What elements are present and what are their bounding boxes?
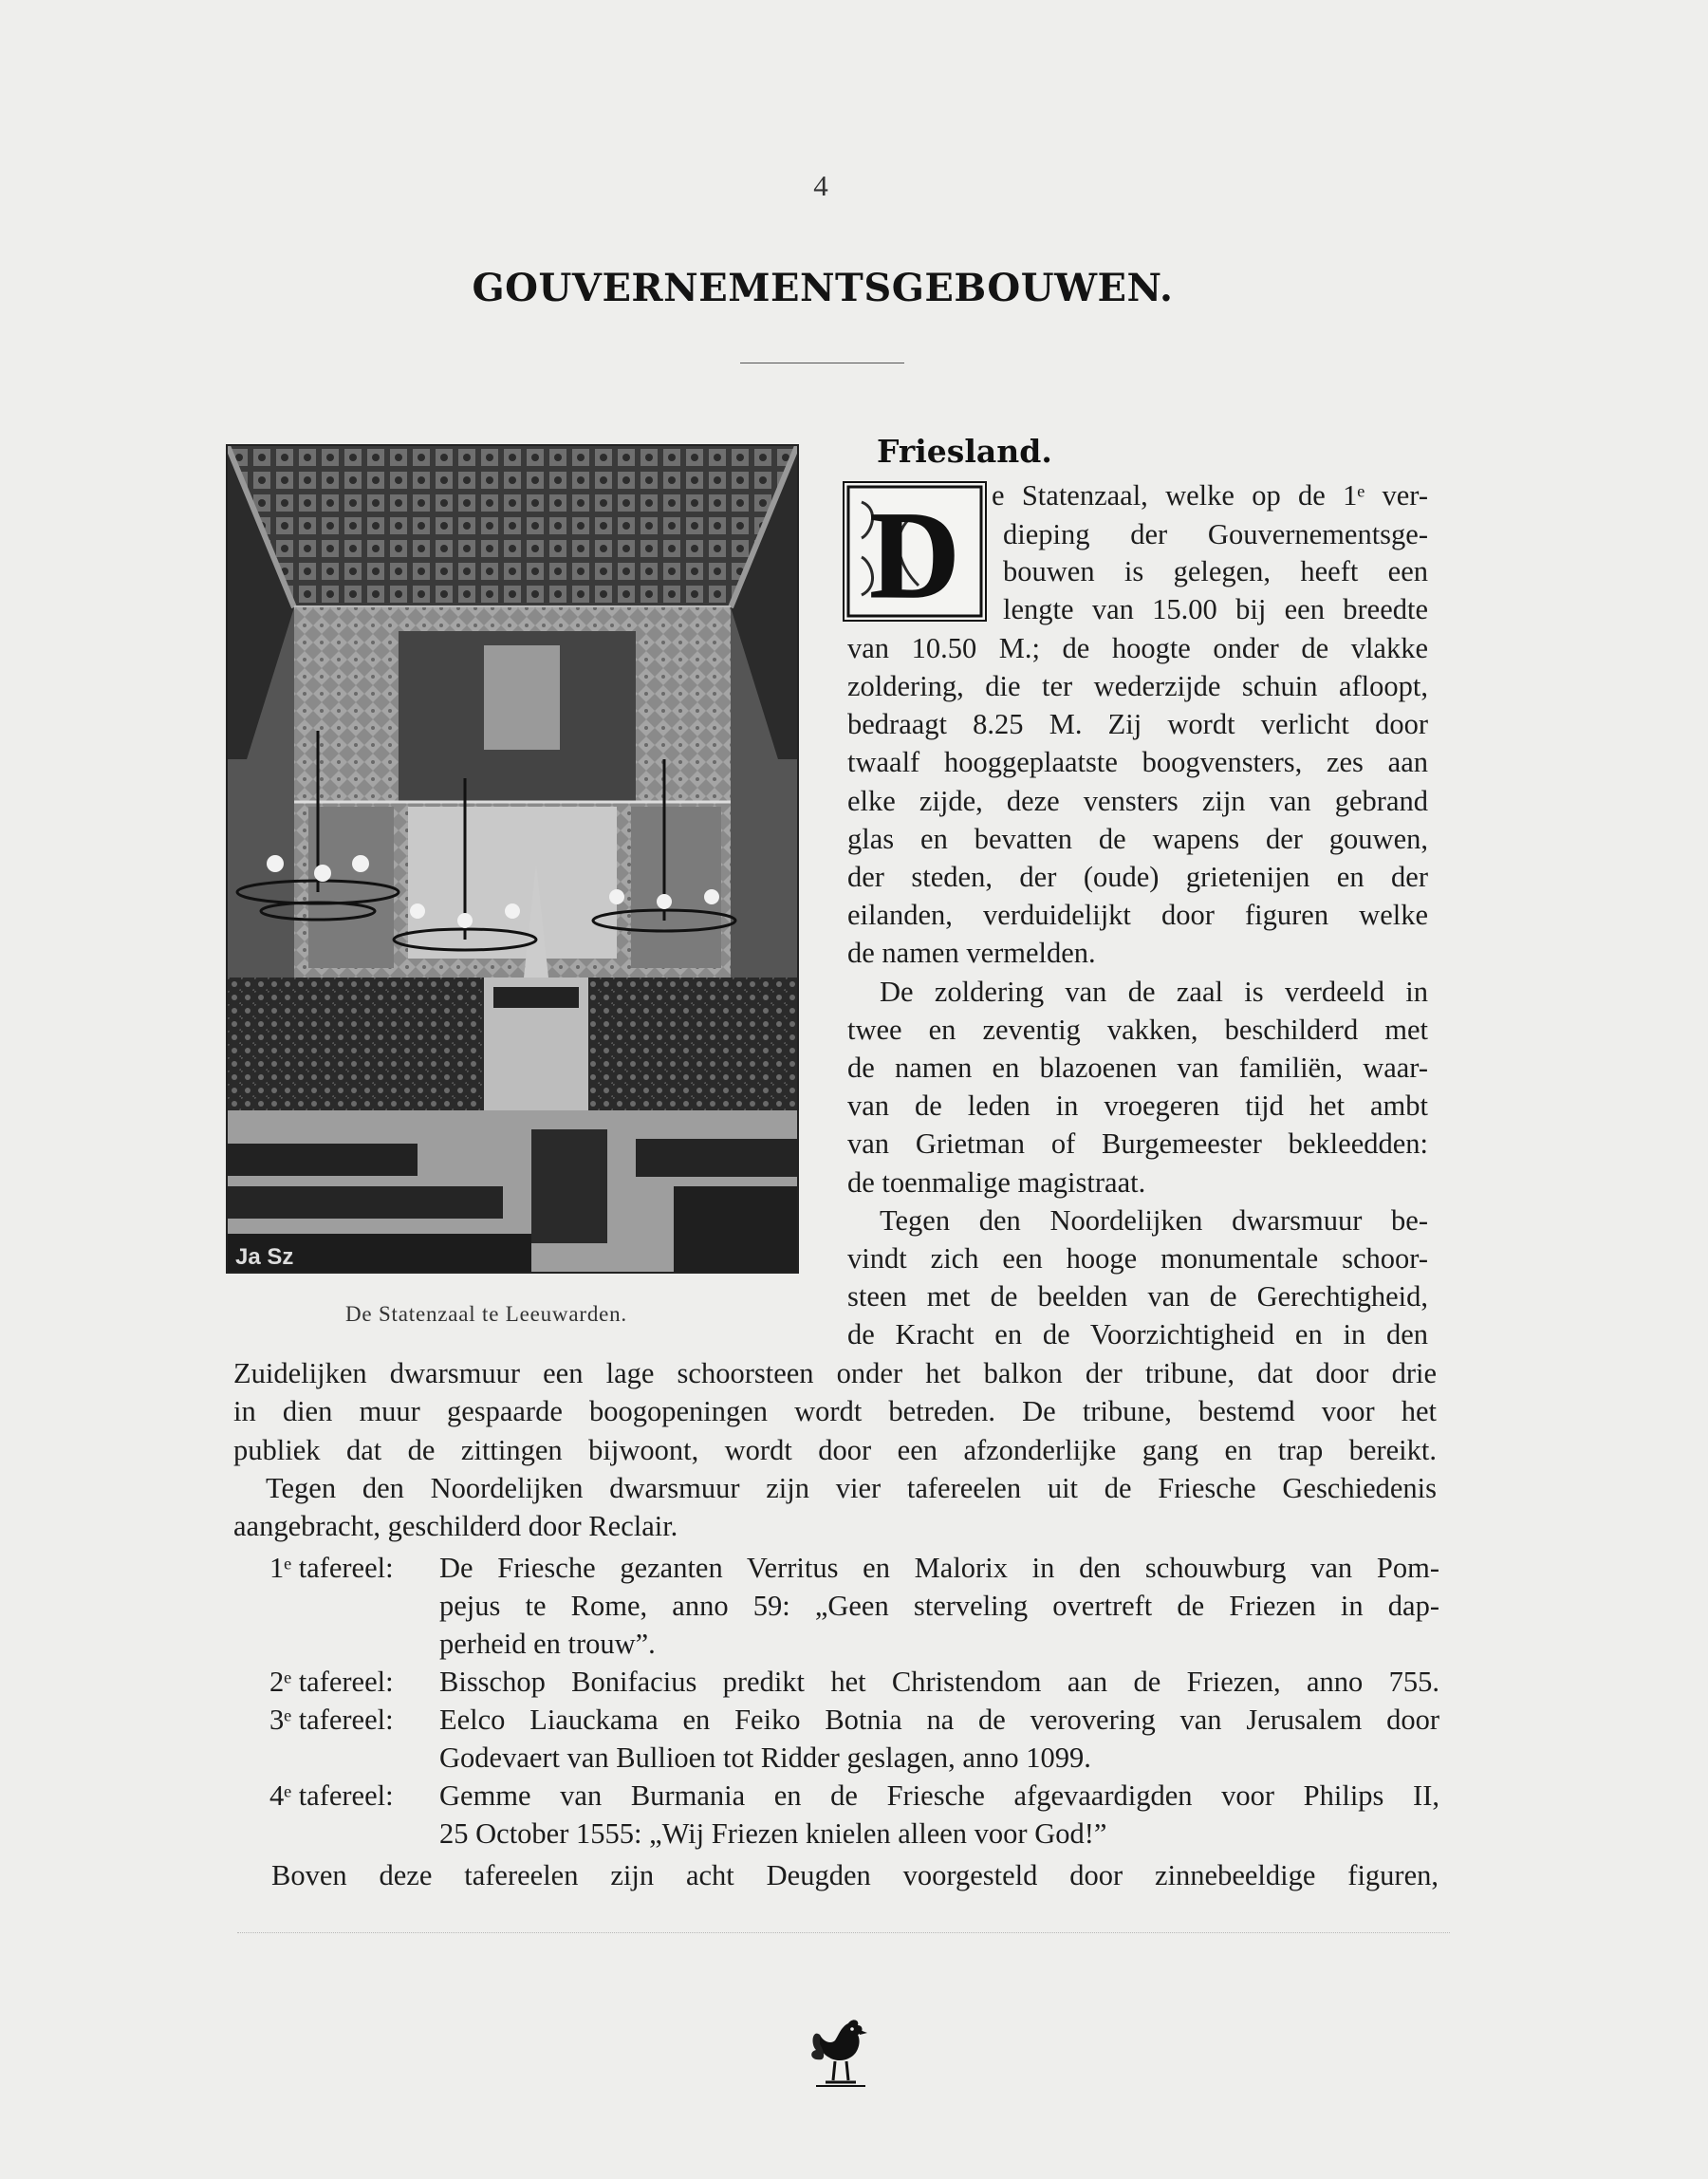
body-line: de toenmalige magistraat.	[847, 1165, 1146, 1199]
body-line: van Grietman of Burgemeester bekleedden:	[847, 1127, 1428, 1161]
body-line: steen met de beelden van de Gerechtigheid,	[847, 1280, 1428, 1313]
body-line: de namen vermelden.	[847, 937, 1096, 970]
body-line: De zoldering van de zaal is verdeeld in	[880, 975, 1428, 1008]
body-line: elke zijde, deze vensters zijn van gebrand	[847, 784, 1428, 817]
body-line: der steden, der (oude) grietenijen en der	[847, 861, 1428, 893]
svg-text:Ja Sz: Ja Sz	[235, 1244, 294, 1270]
figure-caption: De Statenzaal te Leeuwarden.	[345, 1302, 627, 1326]
tableau-line: Eelco Liauckama en Feiko Botnia na de verovering van Jerusalem door	[439, 1704, 1439, 1736]
body-line: de Kracht en de Voorzichtigheid en in den	[847, 1318, 1428, 1351]
tableau-line: pejus te Rome, anno 59: „Geen sterveling overtreft de Friezen in dap-	[439, 1590, 1439, 1622]
body-line: aangebracht, geschilderd door Reclair.	[233, 1510, 678, 1543]
tableau-line: Godevaert van Bullioen tot Ridder geslagen, anno 1099.	[439, 1741, 1091, 1774]
tableau-line: 25 October 1555: „Wij Friezen knielen alleen voor God!”	[439, 1817, 1107, 1850]
body-line: Zuidelijken dwarsmuur een lage schoorsteen onder het balkon der tribune, dat door drie	[233, 1356, 1437, 1389]
page-title: GOUVERNEMENTSGEBOUWEN.	[472, 266, 1174, 310]
body-line: van de leden in vroegeren tijd het ambt	[847, 1090, 1428, 1123]
body-line: e Statenzaal, welke op de 1ᵉ ver-	[992, 479, 1428, 512]
body-line: de namen en blazoenen van familiën, waar-	[847, 1052, 1428, 1084]
body-line: Tegen den Noordelijken dwarsmuur zijn vier tafereelen uit de Friesche Geschiedenis	[266, 1472, 1437, 1504]
figure	[226, 444, 799, 1272]
rooster-icon	[807, 2016, 875, 2092]
closing-line: Boven deze tafereelen zijn acht Deugden voorgesteld door zinnebeeldige figuren,	[271, 1859, 1439, 1891]
body-line: bedraagt 8.25 M. Zij wordt verlicht door	[847, 708, 1428, 741]
page-number: 4	[813, 169, 828, 202]
body-line: zoldering, die ter wederzijde schuin afloopt,	[847, 670, 1428, 702]
body-line: in dien muur gespaarde boogopeningen wordt betreden. De tribune, bestemd voor het	[233, 1395, 1437, 1428]
body-line: van 10.50 M.; de hoogte onder de vlakke	[847, 631, 1428, 664]
section-heading: Friesland.	[877, 433, 1052, 470]
body-line: bouwen is gelegen, heeft een	[1003, 555, 1428, 587]
body-line: eilanden, verduidelijkt door figuren welke	[847, 899, 1428, 932]
body-line: twee en zeventig vakken, beschilderd met	[847, 1013, 1428, 1046]
tableau-label: 3ᵉ tafereel:	[269, 1704, 394, 1736]
footer-rule	[237, 1932, 1450, 1933]
body-line: dieping der Gouvernementsge-	[1003, 518, 1428, 550]
tableau-label: 2ᵉ tafereel:	[269, 1666, 394, 1698]
body-line: publiek dat de zittingen bijwoont, wordt door een afzonderlijke gang en trap bereikt.	[233, 1433, 1437, 1466]
body-line: Tegen den Noordelijken dwarsmuur be-	[880, 1203, 1428, 1237]
tableau-line: De Friesche gezanten Verritus en Malorix in den schouwburg van Pom-	[439, 1552, 1439, 1584]
tableau-line: Gemme van Burmania en de Friesche afgevaardigden voor Philips II,	[439, 1779, 1439, 1812]
statenzaal-photo	[226, 444, 799, 1274]
tableau-line: Bisschop Bonifacius predikt het Christendom aan de Friezen, anno 755.	[439, 1666, 1439, 1698]
tableau-label: 4ᵉ tafereel:	[269, 1779, 394, 1812]
body-line: lengte van 15.00 bij een breedte	[1003, 593, 1428, 625]
drop-cap-initial	[843, 481, 987, 622]
tableau-label: 1ᵉ tafereel:	[269, 1552, 394, 1584]
body-line: glas en bevatten de wapens der gouwen,	[847, 822, 1428, 855]
drop-cap-letter: D	[869, 485, 960, 622]
tableau-line: perheid en trouw”.	[439, 1628, 656, 1660]
body-line: twaalf hooggeplaatste boogvensters, zes aan	[847, 746, 1428, 779]
body-line: vindt zich een hooge monumentale schoor-	[847, 1242, 1428, 1275]
